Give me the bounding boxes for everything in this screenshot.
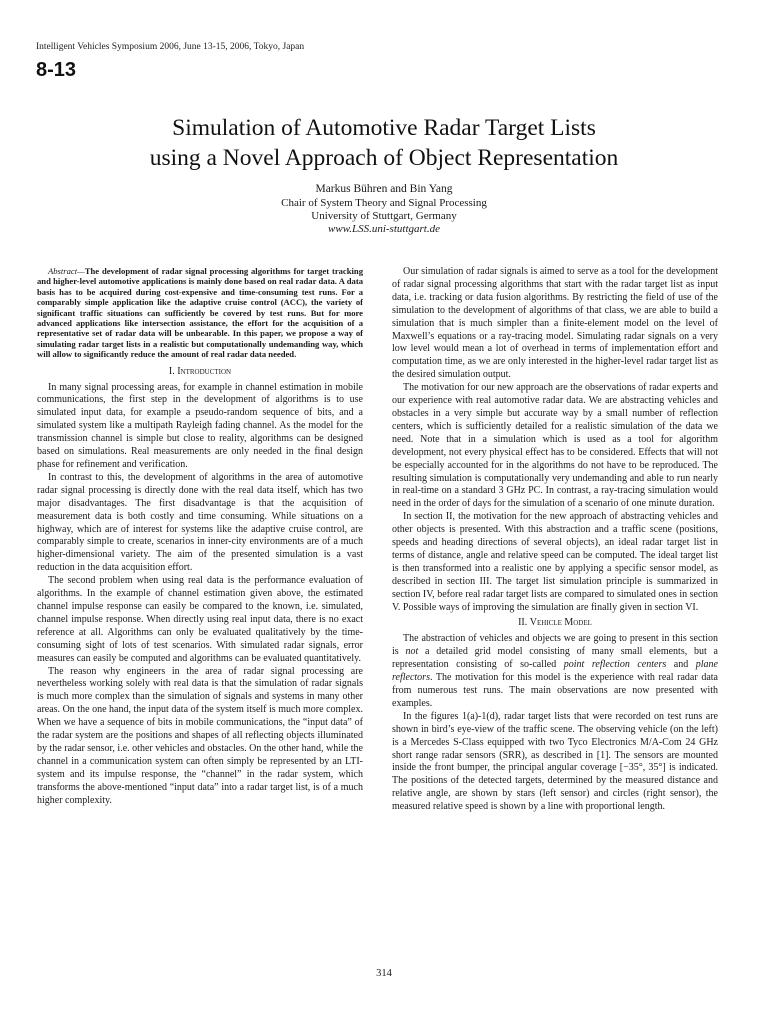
paragraph: In many signal processing areas, for example in channel estimation in mobile communications, the first step in the development of algorithms is to use simulated input data, for example a pseudo-random sequence of bits, and a simulated system like a multipath Rayleigh fading channel. As the model for the transmission channel is simple but close to reality, algorithms can be designed based on simulations. Real measurements are only needed in the final design phase for refinement and verification. (37, 381, 363, 470)
conference-header: Intelligent Vehicles Symposium 2006, June 13-15, 2006, Tokyo, Japan (36, 42, 305, 52)
paragraph: The motivation for our new approach are the observations of radar experts and our experience with real automotive radar data. We are abstracting vehicles and obstacles in a very simple but accurate way by a small number of reflection centers, which is sufficiently detailed for a realistic simulation of the data we need. Note that in a simulation which is used as a tool for algorithm development, not every physical effect has to be considered. Effects that will not be especially accounted for in the algorithms do not have to be reproduced. The resulting simulation is computationally very undemanding and able to run nearly in real-time on a standard 3 GHz PC. In contrast, a ray-tracing simulation would need in the order of days for the simulation of a scenario of one minute duration. (392, 382, 718, 510)
abstract-lead: Abstract— (48, 266, 85, 276)
section-title: Introduction (177, 365, 232, 377)
paragraph: In contrast to this, the development of algorithms in the area of automotive radar signal processing is directly done with the real data itself, which has two major disadvantages. The first disadvantage is that the acquisition of measurement data is both costly and time consuming. While situations on a highway, which are of interest for systems like the adaptive cruise control, are comparably simple to create, scenarios in inner-city environments are of a much higher-dimensional variety. The aim of the presented simulation is a vast reduction in the data acquisition effort. (37, 471, 363, 574)
paragraph: The second problem when using real data is the performance evaluation of algorithms. In the example of channel estimation given above, the estimated channel impulse response can easily be compared to the known, i.e. simulated, channel impulse response. When directly using real input data, there is no exact reference at all. Algorithms can only be evaluated qualitatively by the time-consuming sight of lots of test scenarios. With simulated radar signals, error measures can easily be computed and algorithms can be evaluated quantitatively. (37, 575, 363, 664)
section-title: Vehicle Model (529, 617, 592, 629)
text-run: and (666, 659, 696, 671)
author-block (0, 183, 768, 236)
author-names: Markus Bühren and Bin Yang (315, 183, 453, 195)
section-number: II. (518, 617, 528, 629)
paragraph: In the figures 1(a)-1(d), radar target lists that were recorded on test runs are shown in bird’s eye-view of the traffic scene. The observing vehicle (on the left) is a Mercedes S-Class equipped with two Tyco Electronics M/A-Com 24 GHz short range radar sensors (SRR), as described in [1]. The sensors are mounted inside the front bumper, the principal angular coverage [−35°, 35°] is indicated. The positions of the detected targets, determined by the measured distance and relative angle, are shown by stars (left sensor) and circles (right sensor), the measured relative speed is shown by a line with proportional length. (392, 710, 718, 813)
paragraph: Our simulation of radar signals is aimed to serve as a tool for the development of radar signal processing algorithms that start with the radar target list as input data, i.e. tracking or data fusion algorithms. By restricting the field of use of the simulation to the development of algorithms of that class, we are able to build a simulation that is much simpler than a finite-element model on the level of Maxwell’s equations or a ray-tracing model. Simulating radar signals on a very low level would mean a lot of overhead in terms of implementation effort and computation time, as we are only interested in the higher-level radar target list as the desired simulation output. (392, 266, 718, 381)
author-url[interactable]: www.LSS.uni-stuttgart.de (328, 223, 440, 235)
paragraph (392, 633, 718, 710)
text-run: . The motivation for this model is the experience with real radar data from numerous test runs. The main observations are now presented with examples. (392, 672, 718, 709)
text-run: a detailed grid model consisting of many small elements, but a representation consisting of so-called (392, 646, 718, 671)
paper-title (0, 113, 768, 173)
text-run: The abstraction of vehicles and objects we are going to present in this section is (392, 633, 718, 658)
section-heading-introduction (37, 366, 363, 379)
page-number: 314 (376, 968, 392, 979)
abstract (37, 266, 363, 360)
paragraph: The reason why engineers in the area of radar signal processing are nevertheless working solely with real data is that the simulation of radar signals is much more complex than the simulation of signals and systems in many other areas. On the one hand, the input data of the system itself is much more complex. When we have a sequence of bits in mobile communications, the “input data” of the radar system are the positions and shapes of all reflecting objects illuminated by the radar sensor, i.e. other vehicles and obstacles. On the other hand, while the channel in a communication system can often simply be represented by an LTI-system and its impulse response, the “channel” in the radar system, which transforms the above-mentioned “input data” into a radar target list, is of a much higher complexity. (37, 665, 363, 806)
paper-id: 8-13 (36, 59, 77, 81)
section-heading-vehicle-model (392, 617, 718, 630)
emphasis-not: not (405, 646, 419, 658)
paragraph: In section II, the motivation for the new approach of abstracting vehicles and other objects is presented. With this abstraction and a traffic scene (positions, speeds and heading directions of several objects), an ideal radar target list in terms of distance, angle and relative speed can be computed. The ideal target list is then transformed into a realistic one by applying a specific sensor model, as described in section III. The target list simulation principle is summarized in section IV, before real radar target lists are compared to simulated ones in section V. Possible ways of improving the simulation are finally given in section VI. (392, 511, 718, 613)
emphasis-plane-reflectors: plane reflectors (392, 659, 718, 684)
affiliation-university: University of Stuttgart, Germany (311, 210, 457, 222)
left-column (37, 266, 363, 807)
abstract-body: The development of radar signal processing algorithms for target tracking and higher-level automotive applications is mainly done based on real radar data. A data basis has to be acquired during cost-expensive and time-consuming test runs. For a comparably simple application like the adaptive cruise control (ACC), the variety of significant traffic situations can sufficiently be covered by test runs. But for more advanced applications like intersection assistance, the effort for the acquisition of a representative set of radar data will be unbearable. In this paper, we propose a way of simulating radar target lists in a realistic but computationally undemanding way, which will allow to significantly reduce the amount of real radar data needed. (37, 266, 363, 360)
section-number: I. (168, 365, 175, 377)
emphasis-point-reflection-centers: point reflection centers (563, 659, 667, 671)
title-line-2: using a Novel Approach of Object Representation (149, 145, 619, 171)
right-column (392, 266, 718, 814)
affiliation-chair: Chair of System Theory and Signal Processing (281, 197, 487, 209)
title-line-1: Simulation of Automotive Radar Target Lists (172, 115, 596, 141)
